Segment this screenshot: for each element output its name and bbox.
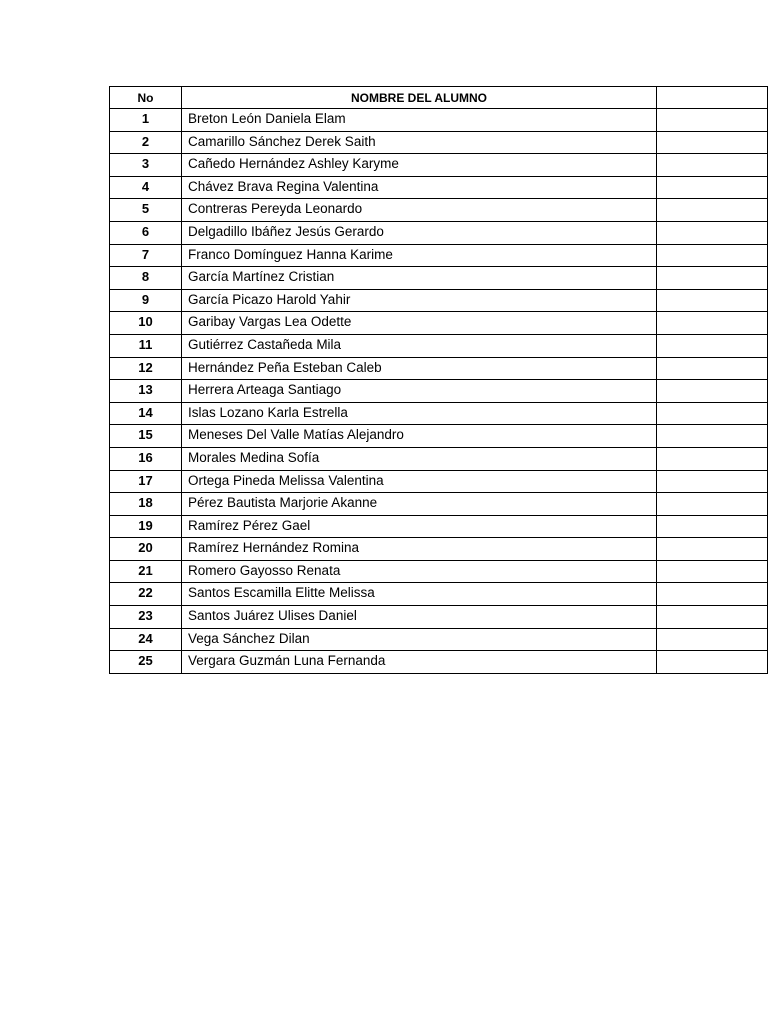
row-number: 11 [110, 334, 182, 357]
table-row [110, 267, 768, 290]
blank-cell [657, 312, 768, 335]
row-number: 16 [110, 447, 182, 470]
blank-cell [657, 470, 768, 493]
blank-cell [657, 334, 768, 357]
row-number: 4 [110, 176, 182, 199]
table-row [110, 560, 768, 583]
header-number: No [110, 87, 182, 109]
table-row [110, 380, 768, 403]
blank-cell [657, 199, 768, 222]
student-name: Cañedo Hernández Ashley Karyme [182, 154, 657, 177]
table-row [110, 312, 768, 335]
row-number: 24 [110, 628, 182, 651]
student-name: Ramírez Pérez Gael [182, 515, 657, 538]
blank-cell [657, 154, 768, 177]
header-extra [657, 87, 768, 109]
table-row [110, 221, 768, 244]
table-row [110, 493, 768, 516]
header-student-name: NOMBRE DEL ALUMNO [182, 87, 657, 109]
blank-cell [657, 176, 768, 199]
row-number: 8 [110, 267, 182, 290]
student-name: Santos Juárez Ulises Daniel [182, 606, 657, 629]
row-number: 17 [110, 470, 182, 493]
student-name: Vega Sánchez Dilan [182, 628, 657, 651]
blank-cell [657, 583, 768, 606]
blank-cell [657, 109, 768, 132]
table-row [110, 289, 768, 312]
table-row [110, 109, 768, 132]
table-row [110, 606, 768, 629]
student-name: García Martínez Cristian [182, 267, 657, 290]
student-name: Breton León Daniela Elam [182, 109, 657, 132]
student-name: Contreras Pereyda Leonardo [182, 199, 657, 222]
row-number: 5 [110, 199, 182, 222]
row-number: 18 [110, 493, 182, 516]
table-row [110, 334, 768, 357]
student-name: Romero Gayosso Renata [182, 560, 657, 583]
student-name: Morales Medina Sofía [182, 447, 657, 470]
table-header-row [110, 87, 768, 109]
table-row [110, 470, 768, 493]
blank-cell [657, 131, 768, 154]
row-number: 22 [110, 583, 182, 606]
student-name: Franco Domínguez Hanna Karime [182, 244, 657, 267]
blank-cell [657, 425, 768, 448]
table-row [110, 357, 768, 380]
row-number: 25 [110, 651, 182, 674]
table-row [110, 199, 768, 222]
row-number: 21 [110, 560, 182, 583]
student-name: Gutiérrez Castañeda Mila [182, 334, 657, 357]
table-row [110, 402, 768, 425]
student-name: Ortega Pineda Melissa Valentina [182, 470, 657, 493]
row-number: 12 [110, 357, 182, 380]
row-number: 14 [110, 402, 182, 425]
blank-cell [657, 221, 768, 244]
table-row [110, 583, 768, 606]
blank-cell [657, 289, 768, 312]
table-row [110, 244, 768, 267]
blank-cell [657, 267, 768, 290]
student-name: García Picazo Harold Yahir [182, 289, 657, 312]
blank-cell [657, 606, 768, 629]
blank-cell [657, 538, 768, 561]
student-name: Santos Escamilla Elitte Melissa [182, 583, 657, 606]
row-number: 23 [110, 606, 182, 629]
blank-cell [657, 447, 768, 470]
student-name: Camarillo Sánchez Derek Saith [182, 131, 657, 154]
blank-cell [657, 515, 768, 538]
blank-cell [657, 402, 768, 425]
row-number: 15 [110, 425, 182, 448]
table-row [110, 447, 768, 470]
student-name: Garibay Vargas Lea Odette [182, 312, 657, 335]
table-row [110, 176, 768, 199]
student-name: Chávez Brava Regina Valentina [182, 176, 657, 199]
student-name: Meneses Del Valle Matías Alejandro [182, 425, 657, 448]
table-row [110, 628, 768, 651]
student-list-table [109, 86, 768, 674]
row-number: 7 [110, 244, 182, 267]
row-number: 6 [110, 221, 182, 244]
student-name: Hernández Peña Esteban Caleb [182, 357, 657, 380]
row-number: 19 [110, 515, 182, 538]
student-name: Ramírez Hernández Romina [182, 538, 657, 561]
row-number: 1 [110, 109, 182, 132]
table-row [110, 154, 768, 177]
table-row [110, 651, 768, 674]
row-number: 3 [110, 154, 182, 177]
row-number: 20 [110, 538, 182, 561]
student-name: Herrera Arteaga Santiago [182, 380, 657, 403]
blank-cell [657, 493, 768, 516]
row-number: 10 [110, 312, 182, 335]
student-name: Vergara Guzmán Luna Fernanda [182, 651, 657, 674]
blank-cell [657, 560, 768, 583]
table-row [110, 131, 768, 154]
blank-cell [657, 244, 768, 267]
table-row [110, 538, 768, 561]
row-number: 13 [110, 380, 182, 403]
table-row [110, 425, 768, 448]
blank-cell [657, 628, 768, 651]
blank-cell [657, 651, 768, 674]
student-name: Delgadillo Ibáñez Jesús Gerardo [182, 221, 657, 244]
row-number: 9 [110, 289, 182, 312]
student-name: Islas Lozano Karla Estrella [182, 402, 657, 425]
table-row [110, 515, 768, 538]
student-name: Pérez Bautista Marjorie Akanne [182, 493, 657, 516]
row-number: 2 [110, 131, 182, 154]
blank-cell [657, 357, 768, 380]
blank-cell [657, 380, 768, 403]
table-body [110, 109, 768, 674]
